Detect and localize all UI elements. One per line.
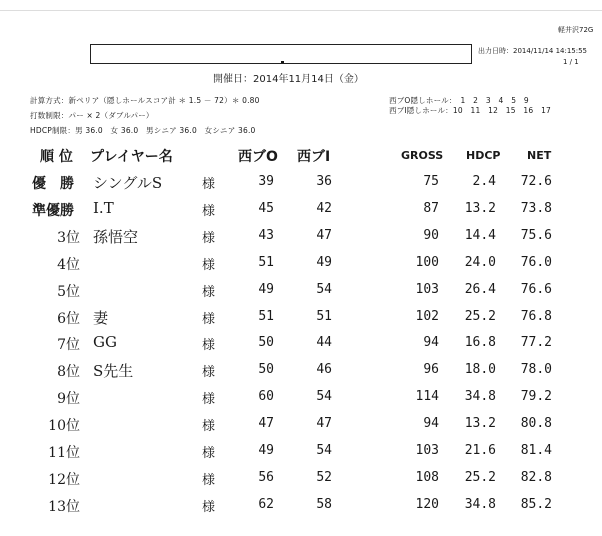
row-out: 51 xyxy=(258,309,274,324)
row-out: 49 xyxy=(258,282,274,297)
row-rank: 5位 xyxy=(57,284,80,300)
row-rank: 優 勝 xyxy=(32,176,74,192)
row-gross: 96 xyxy=(423,362,439,377)
row-net: 78.0 xyxy=(520,362,552,377)
row-out: 43 xyxy=(258,228,274,243)
row-gross: 94 xyxy=(423,416,439,431)
row-hdcp: 2.4 xyxy=(472,174,496,189)
row-gross: 103 xyxy=(415,282,439,297)
row-out: 49 xyxy=(258,443,274,458)
row-out: 45 xyxy=(258,201,274,216)
row-honorific: 様 xyxy=(202,231,216,246)
header-rank: 順 位 xyxy=(40,149,73,165)
row-out: 50 xyxy=(258,335,274,350)
row-gross: 100 xyxy=(415,255,439,270)
row-net: 85.2 xyxy=(520,497,552,512)
stroke-limit: 打数制限：パー × 2（ダブルパー） xyxy=(30,111,154,120)
row-player-name: シングルS xyxy=(93,174,163,192)
row-out: 47 xyxy=(258,416,274,431)
row-rank: 10位 xyxy=(48,418,80,434)
row-gross: 94 xyxy=(423,335,439,350)
row-hdcp: 26.4 xyxy=(464,282,496,297)
row-in: 47 xyxy=(316,228,332,243)
row-honorific: 様 xyxy=(202,312,216,327)
row-in: 36 xyxy=(316,174,332,189)
row-rank: 4位 xyxy=(57,257,80,273)
event-date: 開催日：2014年11月14日（金） xyxy=(213,74,364,85)
row-rank: 12位 xyxy=(48,472,80,488)
row-gross: 120 xyxy=(415,497,439,512)
row-out: 50 xyxy=(258,362,274,377)
row-net: 75.6 xyxy=(520,228,552,243)
row-hdcp: 24.0 xyxy=(464,255,496,270)
row-honorific: 様 xyxy=(202,258,216,273)
row-net: 81.4 xyxy=(520,443,552,458)
row-player-name: 孫悟空 xyxy=(93,228,139,246)
row-hdcp: 13.2 xyxy=(464,201,496,216)
row-net: 80.8 xyxy=(520,416,552,431)
row-net: 76.6 xyxy=(520,282,552,297)
row-hdcp: 14.4 xyxy=(464,228,496,243)
row-in: 46 xyxy=(316,362,332,377)
row-player-name: I.T xyxy=(93,199,114,217)
row-hdcp: 13.2 xyxy=(464,416,496,431)
row-honorific: 様 xyxy=(202,419,216,434)
row-honorific: 様 xyxy=(202,446,216,461)
row-player-name: 妻 xyxy=(93,309,109,327)
row-net: 73.8 xyxy=(520,201,552,216)
row-hdcp: 25.2 xyxy=(464,309,496,324)
row-rank: 11位 xyxy=(48,445,80,461)
row-gross: 75 xyxy=(423,174,439,189)
box-mark xyxy=(281,61,284,63)
row-honorific: 様 xyxy=(202,392,216,407)
header-gross: GROSS xyxy=(401,149,444,162)
row-in: 58 xyxy=(316,497,332,512)
row-hdcp: 16.8 xyxy=(464,335,496,350)
header-player: プレイヤー名 xyxy=(90,149,173,165)
scan-top-edge xyxy=(0,10,602,11)
course-tag: 軽井沢72G xyxy=(558,26,594,34)
header-out: 西ブO xyxy=(238,149,278,165)
row-out: 60 xyxy=(258,389,274,404)
row-in: 47 xyxy=(316,416,332,431)
row-rank: 8位 xyxy=(57,364,80,380)
hidden-holes-in: 西ブI隠しホール：10 11 12 15 16 17 xyxy=(389,106,552,115)
row-rank: 13位 xyxy=(48,499,80,515)
row-net: 72.6 xyxy=(520,174,552,189)
row-gross: 102 xyxy=(415,309,439,324)
row-net: 77.2 xyxy=(520,335,552,350)
row-net: 76.8 xyxy=(520,309,552,324)
row-player-name: S先生 xyxy=(93,362,134,380)
row-rank: 7位 xyxy=(57,337,80,353)
header-hdcp: HDCP xyxy=(466,149,501,162)
hdcp-limit: HDCP制限：男 36.0 女 36.0 男シニア 36.0 女シニア 36.0 xyxy=(30,126,256,135)
row-in: 49 xyxy=(316,255,332,270)
row-honorific: 様 xyxy=(202,473,216,488)
row-gross: 108 xyxy=(415,470,439,485)
hidden-holes-out: 西ブO隠しホール： 1 2 3 4 5 9 xyxy=(389,96,529,105)
row-hdcp: 34.8 xyxy=(464,389,496,404)
row-in: 52 xyxy=(316,470,332,485)
row-out: 51 xyxy=(258,255,274,270)
row-rank: 3位 xyxy=(57,230,80,246)
row-gross: 103 xyxy=(415,443,439,458)
row-in: 42 xyxy=(316,201,332,216)
header-in: 西ブI xyxy=(297,149,331,165)
scoring-method: 計算方式：新ペリア（隠しホールスコア計 ＊ 1.5 － 72）＊ 0.80 xyxy=(30,96,260,105)
row-net: 82.8 xyxy=(520,470,552,485)
row-net: 79.2 xyxy=(520,389,552,404)
row-honorific: 様 xyxy=(202,365,216,380)
row-rank: 9位 xyxy=(57,391,80,407)
row-in: 54 xyxy=(316,443,332,458)
row-hdcp: 25.2 xyxy=(464,470,496,485)
row-gross: 90 xyxy=(423,228,439,243)
row-out: 39 xyxy=(258,174,274,189)
row-honorific: 様 xyxy=(202,285,216,300)
page-number: 1 / 1 xyxy=(563,58,579,66)
row-honorific: 様 xyxy=(202,338,216,353)
row-in: 54 xyxy=(316,282,332,297)
row-honorific: 様 xyxy=(202,177,216,192)
row-in: 51 xyxy=(316,309,332,324)
output-datetime: 出力日時：2014/11/14 14:15:55 xyxy=(478,47,588,55)
row-honorific: 様 xyxy=(202,204,216,219)
row-out: 62 xyxy=(258,497,274,512)
row-out: 56 xyxy=(258,470,274,485)
row-hdcp: 21.6 xyxy=(464,443,496,458)
row-player-name: GG xyxy=(93,333,117,351)
header-net: NET xyxy=(527,149,552,162)
row-net: 76.0 xyxy=(520,255,552,270)
row-gross: 87 xyxy=(423,201,439,216)
row-honorific: 様 xyxy=(202,500,216,515)
row-gross: 114 xyxy=(415,389,439,404)
row-rank: 6位 xyxy=(57,311,80,327)
row-in: 44 xyxy=(316,335,332,350)
row-hdcp: 34.8 xyxy=(464,497,496,512)
row-hdcp: 18.0 xyxy=(464,362,496,377)
row-rank: 準優勝 xyxy=(32,203,74,219)
row-in: 54 xyxy=(316,389,332,404)
